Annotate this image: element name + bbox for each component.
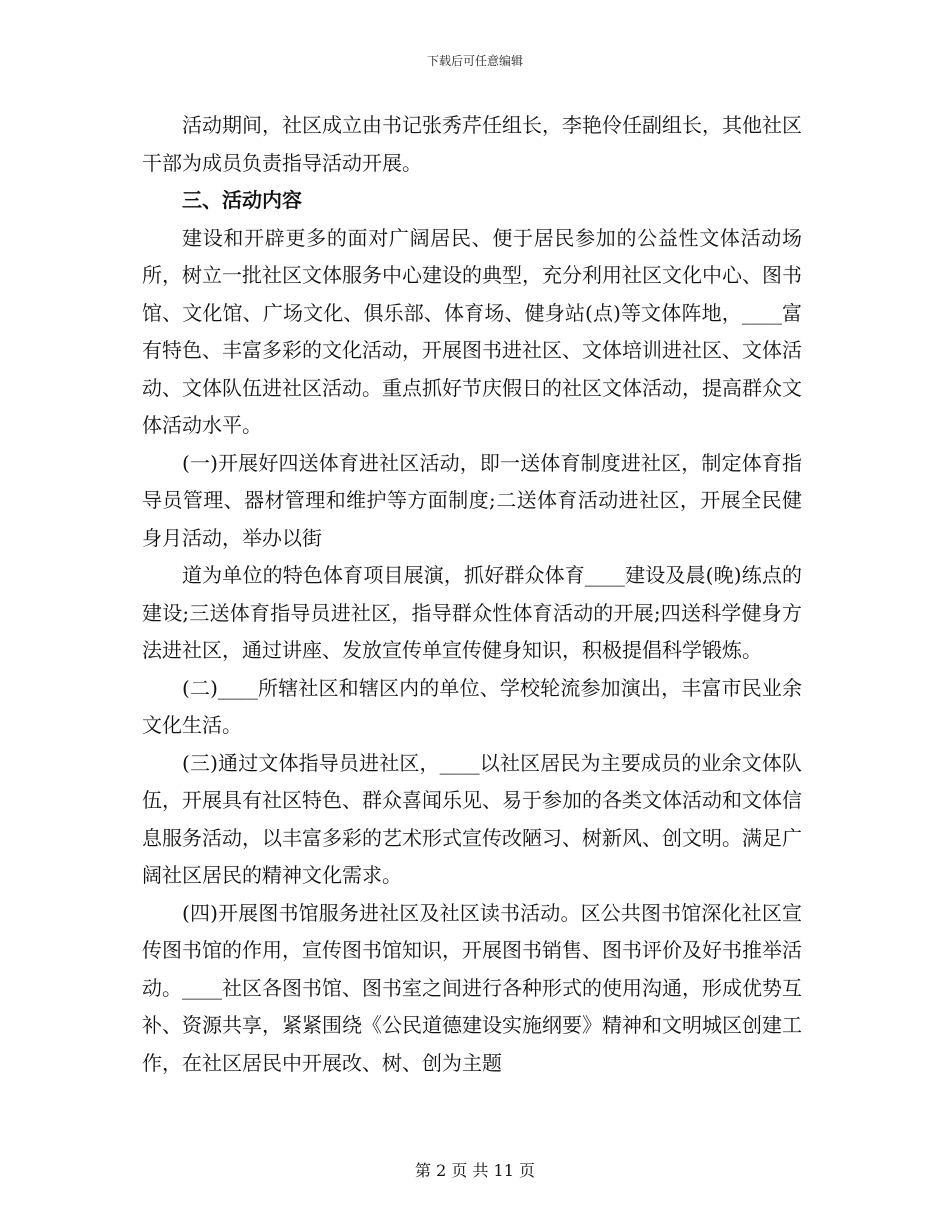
document-body	[142, 107, 802, 1082]
paragraph: (三)通过文体指导员进社区，____以社区居民为主要成员的业余文体队伍，开展具有社区特色、群众喜闻乐见、易于参加的各类文体活动和文体信息服务活动，以丰富多彩的艺术形式宣传改陋习、树新风、创文明。满足广阔社区居民的精神文化需求。	[142, 750, 802, 887]
paragraph: (四)开展图书馆服务进社区及社区读书活动。区公共图书馆深化社区宣传图书馆的作用，宣传图书馆知识，开展图书销售、图书评价及好书推举活动。____社区各图书馆、图书室之间进行各种形式的使用沟通，形成优势互补、资源共享，紧紧围绕《公民道德建设实施纲要》精神和文明城区创建工作，在社区居民中开展改、树、创为主题	[142, 900, 802, 1075]
page-number: 第 2 页 共 11 页	[415, 1161, 535, 1180]
paragraph: (二)____所辖社区和辖区内的单位、学校轮流参加演出，丰富市民业余文化生活。	[142, 675, 802, 737]
paragraph: 道为单位的特色体育项目展演，抓好群众体育____建设及晨(晚)练点的建设;三送体育指导员进社区，指导群众性体育活动的开展;四送科学健身方法进社区，通过讲座、发放宣传单宣传健身知识，积极提倡科学锻炼。	[142, 563, 802, 662]
section-heading: 三、活动内容	[182, 188, 302, 212]
paragraph: 建设和开辟更多的面对广阔居民、便于居民参加的公益性文体活动场所，树立一批社区文体服务中心建设的典型，充分利用社区文化中心、图书馆、文化馆、广场文化、俱乐部、体育场、健身站(点)等文体阵地，____富有特色、丰富多彩的文化活动，开展图书进社区、文体培训进社区、文体活动、文体队伍进社区活动。重点抓好节庆假日的社区文体活动，提高群众文体活动水平。	[142, 225, 802, 437]
paragraph: (一)开展好四送体育进社区活动，即一送体育制度进社区，制定体育指导员管理、器材管理和维护等方面制度;二送体育活动进社区，开展全民健身月活动，举办以街	[142, 450, 802, 550]
page-header: 下载后可任意编辑	[426, 54, 523, 68]
paragraph: 活动期间，社区成立由书记张秀芹任组长，李艳伶任副组长，其他社区干部为成员负责指导活动开展。	[142, 113, 802, 175]
